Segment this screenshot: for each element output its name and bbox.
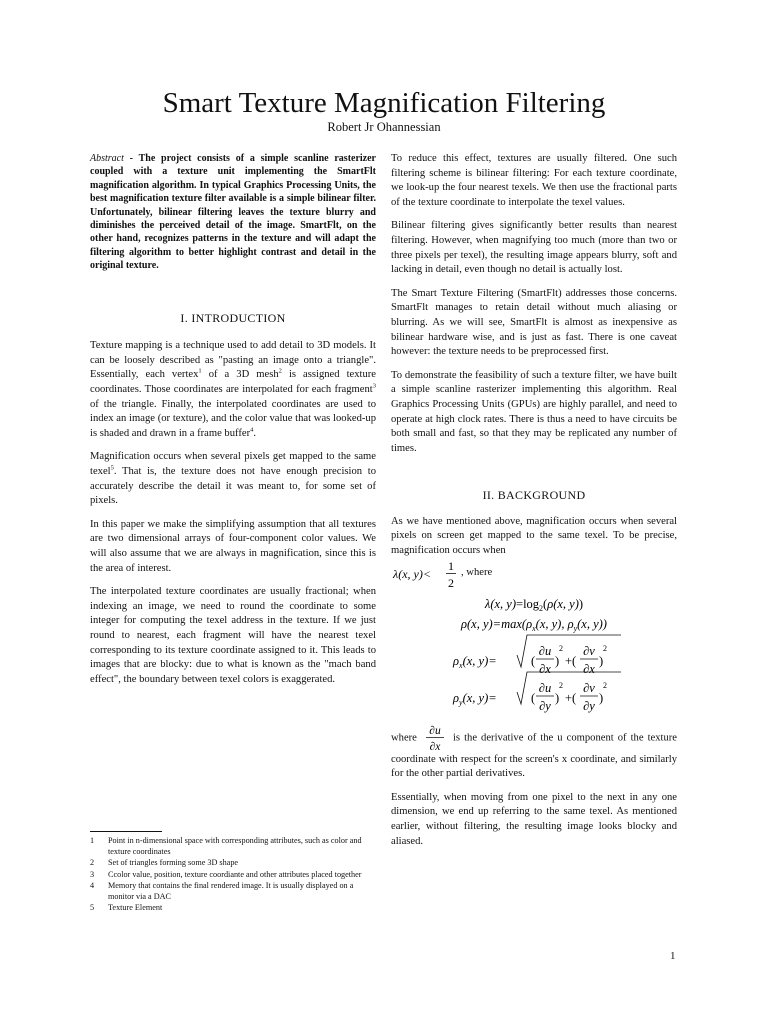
lambda-condition-formula	[391, 557, 461, 591]
right-column	[391, 152, 677, 858]
footnote-ref-2: 2	[278, 367, 282, 375]
footnote-5: 5 Texture Element	[90, 903, 163, 913]
lod-equations	[391, 593, 677, 713]
svg-text:): )	[599, 690, 604, 705]
right-paragraph-1: To reduce this effect, textures are usually filtered. One such filtering scheme is bilinear filtering: For each texture coordinate, we look-up the four nearest texels. We then use the fractional parts of the texture coordinate to interpolate the texel values.	[391, 153, 677, 208]
svg-text:1: 1	[448, 558, 454, 573]
svg-text:∂u: ∂u	[538, 643, 552, 658]
paper-title: Smart Texture Magnification Filtering	[162, 87, 606, 119]
section-heading-background: II. BACKGROUND	[482, 488, 586, 503]
svg-text:∂x: ∂x	[429, 740, 441, 753]
background-paragraph-2: where ∂u ∂x is the derivative of the u component of the texture coordinate with respect for the screen's x coordinate, and similarly for the other partial derivatives.	[391, 724, 677, 780]
svg-text:+(: +(	[565, 653, 577, 668]
svg-text:(: (	[531, 653, 536, 668]
equation-lambda: λ(x, $y)=\log_2(\rho(x$, y))	[484, 596, 584, 613]
equation-rho-y	[452, 672, 621, 713]
svg-text:∂u: ∂u	[429, 724, 441, 737]
svg-text:∂u: ∂u	[538, 680, 552, 695]
footnote-2: 2 Set of triangles forming some 3D shape	[90, 858, 239, 868]
svg-text:2: 2	[559, 680, 563, 690]
svg-text:2: 2	[559, 643, 563, 653]
svg-text:ρx(x, y)=: $\rho_x(x$, y)=	[453, 653, 497, 670]
intro-paragraph-3: In this paper we make the simplifying assumption that all textures are two dimensional arrays of four-component color values. We will also assume that we are always in magnification, since this is the area of interest.	[90, 518, 376, 574]
page-number: 1	[670, 950, 676, 962]
footnotes	[90, 831, 380, 913]
svg-text:∂x: ∂x	[539, 661, 551, 676]
footnote-rule	[90, 831, 162, 832]
abstract-text: The project consists of a simple scanline rasterizer coupled with a texture unit implementing the SmartFlt magnification algorithm. In typical Graphics Processing Units, the best magnification texture filter available is a simple bilinear filter. Unfortunately, bilinear filtering leaves the texture blurry and diminishes the perceived detail of the image. SmartFlt, on the other hand, recognizes patterns in the texture and will adapt the filtering algorithm to better highlight contrast and detail in the original texture.	[90, 153, 376, 272]
footnote-ref-4: 4	[250, 426, 254, 434]
svg-text:λ(x, y)<: λ(x, y)<	[393, 566, 431, 581]
svg-text:): )	[555, 690, 560, 705]
magnification-condition	[391, 557, 677, 591]
right-paragraph-2: Bilinear filtering gives significantly better results than nearest filtering. However, when magnifying too much (more than two or three pixels per texel), the resulting image appears blurry, soft and lacking in detail, even though no detail is actually lost.	[391, 220, 677, 276]
svg-text:∂v: ∂v	[583, 643, 595, 658]
svg-text:): )	[599, 653, 604, 668]
svg-text:2: 2	[448, 575, 454, 590]
author-name: Robert Jr Ohannessian	[327, 120, 441, 134]
background-paragraph-1: As we have mentioned above, magnification occurs when several pixels on screen get mapped to the same texel. To be precise, magnification occurs when	[391, 515, 677, 557]
svg-text:2: 2	[603, 643, 607, 653]
footnote-4: 4 Memory that contains the final rendered image. It is usually displayed on a monitor via a DAC	[90, 880, 354, 902]
intro-paragraph-4: The interpolated texture coordinates are usually fractional; when indexing an image, we need to round the coordinate to some integer for computing the texel address in the texture. If we just round to nearest, each fragment will have the nearest texel corresponding to its texture coordinate assigned to it. This leads to images that are blocky: due to what is known as the "mach band effect", the boundary between texel colors is exaggerated.	[90, 586, 376, 685]
svg-text:+(: +(	[565, 690, 577, 705]
where-text: , where	[461, 567, 493, 579]
background-paragraph-3: Essentially, when moving from one pixel to the next in any one dimension, we end up referring to the same texel. As mentioned earlier, without filtering, the resulting image looks blocky and aliased.	[391, 791, 677, 847]
svg-text:2: 2	[603, 680, 607, 690]
section-heading-introduction: I. INTRODUCTION	[180, 310, 286, 325]
svg-text:ρy(x, y)=: $\rho_y(x$, y)=	[453, 690, 497, 707]
partial-derivative-du-dx	[421, 723, 449, 753]
svg-text:∂y: ∂y	[583, 698, 595, 713]
right-paragraph-4: To demonstrate the feasibility of such a texture filter, we have built a simple scanline rasterizer implementing this algorithm. Real Graphics Processing Units (GPUs) are highly parallel, and need to operate at high clock rates. There is thus a need to have circuits be both small and fast, so that they may be replicated any number of times.	[391, 369, 677, 454]
abstract-dash: -	[123, 153, 139, 164]
right-paragraph-3: The Smart Texture Filtering (SmartFlt) addresses those concerns. SmartFlt manages to retain detail without much aliasing or blurring. As we will see, SmartFlt is almost as inexpensive as bilinear hardware wise, and is just as fast. There is one caveat however: the texture needs to be preprocessed first.	[391, 287, 677, 358]
equation-rho-x	[452, 635, 621, 676]
footnote-ref-1: 1	[198, 367, 202, 375]
svg-text:): )	[555, 653, 560, 668]
svg-text:∂x: ∂x	[583, 661, 595, 676]
svg-text:∂v: ∂v	[583, 680, 595, 695]
footnote-ref-3: 3	[372, 382, 376, 390]
footnote-1: 1 Point in n-dimensional space with corresponding attributes, such as color and texture coordinates	[90, 836, 362, 857]
footnote-3: 3 Ccolor value, position, texture coordiante and other attributes placed together	[90, 869, 362, 879]
intro-paragraph-1: Texture mapping is a technique used to add detail to 3D models. It can be loosely described as "pasting an image onto a triangle". Essentially, each vertex$^1$ of a 3D mesh$^2$ is assigned texture coordinates. Those coordinates are interpolated for each fragment$^3$ of the triangle. Finally, the interpolated coordinates are used to index an image (or texture), and the color value that was looked-up is shaded and drawn in a frame buffer$^4$.	[90, 340, 376, 439]
left-column	[90, 152, 376, 696]
intro-paragraph-2: Magnification occurs when several pixels get mapped to the same texel$^5$. That is, the texture does not have enough precision to accurately describe the detail it was meant to, for some set of pixels.	[90, 451, 376, 507]
svg-text:∂y: ∂y	[539, 698, 551, 713]
background-equations	[391, 593, 677, 713]
abstract-label: Abstract	[90, 153, 124, 164]
abstract	[90, 152, 376, 273]
svg-text:(: (	[531, 690, 536, 705]
equation-rho: ρ(x, $y)=\max(\rho_x(x$, y), $\rho_y(x$, y))	[461, 616, 607, 633]
where-text-2: where	[391, 732, 417, 744]
footnote-ref-5: 5	[110, 464, 114, 472]
